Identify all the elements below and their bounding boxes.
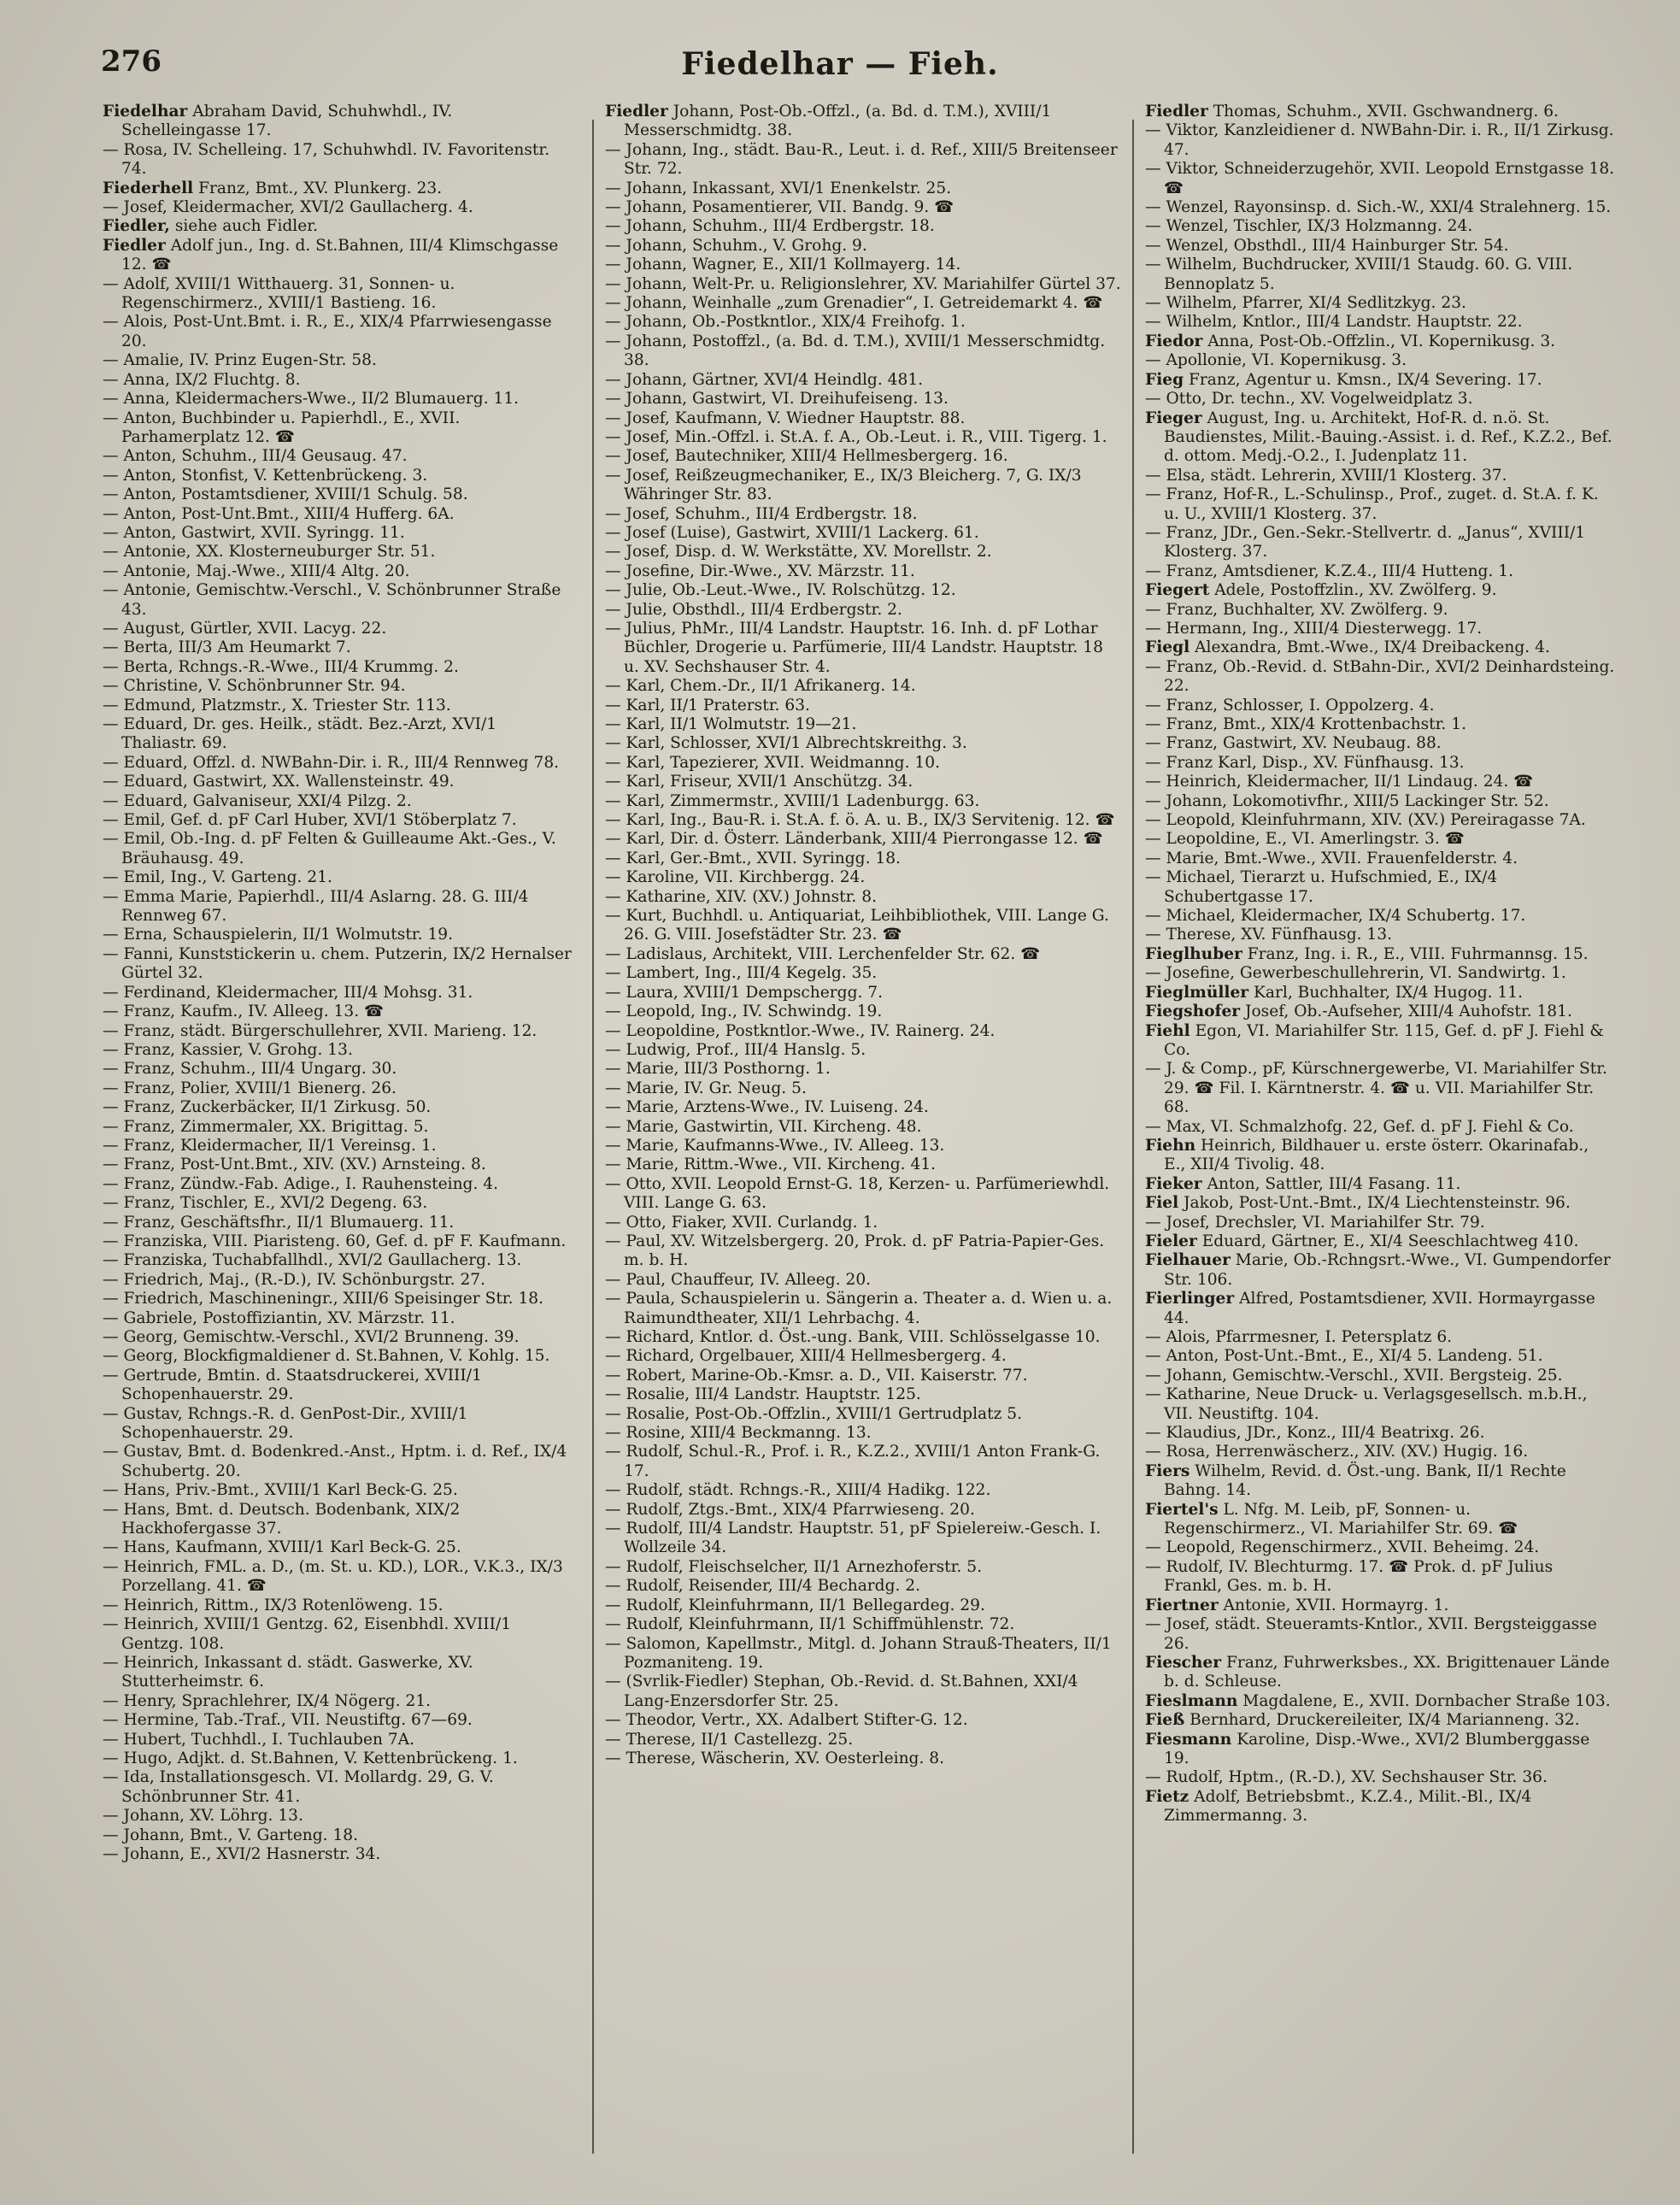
directory-entry: — Johann, Inkassant, XVI/1 Enenkelstr. 25. [605,179,952,197]
directory-entry: — Anna, Kleidermachers-Wwe., II/2 Blumauerg. 11. [103,390,520,409]
directory-entry: — Anton, Buchbinder u. Papierhdl., E., XVII. Parhamerplatz 12. ☎ [103,409,461,446]
directory-entry: Fielhauer Marie, Ob.-Rchngsrt.-Wwe., VI. Gumpendorfer Str. 106. [1145,1251,1611,1289]
directory-entry: — Anton, Post-Unt.-Bmt., E., XI/4 5. Landeng. 51. [1145,1347,1543,1366]
directory-entry: — Johann, Ing., städt. Bau-R., Leut. i. d. Ref., XIII/5 Breitenseer Str. 72. [605,140,1118,179]
directory-entry: — Karl, II/1 Praterstr. 63. [605,696,810,714]
directory-entry: — Josef, Schuhm., III/4 Erdbergstr. 18. [605,504,918,523]
directory-entry: — Ludwig, Prof., III/4 Hanslg. 5. [605,1040,866,1059]
directory-entry: — Klaudius, JDr., Konz., III/4 Beatrixg. 26. [1145,1424,1485,1443]
directory-entry: — Elsa, städt. Lehrerin, XVIII/1 Klosterg. 37. [1145,466,1507,485]
directory-entry: Fiel Jakob, Post-Unt.-Bmt., IX/4 Liechtensteinstr. 96. [1145,1194,1571,1213]
directory-entry: — Johann, Gärtner, XVI/4 Heindlg. 481. [605,370,924,389]
directory-entry: — Fanni, Kunststickerin u. chem. Putzerin, IX/2 Hernalser Gürtel 32. [103,944,572,983]
directory-entry: Fiedler Johann, Post-Ob.-Offzl., (a. Bd. d. T.M.), XVIII/1 Messerschmidtg. 38. [605,103,1052,140]
directory-entry: — Lambert, Ing., III/4 Kegelg. 35. [605,964,878,983]
directory-entry: — Josefine, Gewerbeschullehrerin, VI. Sandwirtg. 1. [1145,964,1566,983]
directory-entry: — Paul, Chauffeur, IV. Alleeg. 20. [605,1270,872,1289]
directory-entry: — Marie, Rittm.-Wwe., VII. Kircheng. 41. [605,1155,937,1174]
directory-entry: — Rudolf, Schul.-R., Prof. i. R., K.Z.2., XVIII/1 Anton Frank-G. 17. [605,1443,1101,1480]
directory-entry: — Anton, Stonfist, V. Kettenbrückeng. 3. [103,466,428,485]
directory-entry: — Friedrich, Maschineningr., XIII/6 Speisinger Str. 18. [103,1290,544,1308]
directory-entry: — Karl, Ger.-Bmt., XVII. Syringg. 18. [605,849,901,867]
directory-entry: — Antonie, XX. Klosterneuburger Str. 51. [103,543,436,562]
directory-entry: — Karl, Friseur, XVII/1 Anschützg. 34. [605,773,913,791]
directory-entry: Fiehl Egon, VI. Mariahilfer Str. 115, Gef. d. pF J. Fiehl & Co. [1145,1021,1604,1059]
directory-entry: — Max, VI. Schmalzhofg. 22, Gef. d. pF J. Fiehl & Co. [1145,1117,1574,1136]
directory-entry: — Leopold, Ing., IV. Schwindg. 19. [605,1003,883,1021]
directory-entry: — Julius, PhMr., III/4 Landstr. Hauptstr. 16. Inh. d. pF Lothar Büchler, Drogerie u. Parfümerie, III/4 Landstr. Hauptstr. 18 u. XV. Sechshauser Str. 4. [605,619,1103,676]
directory-entry: — Theodor, Vertr., XX. Adalbert Stifter-G. 12. [605,1711,968,1730]
directory-entry: — Franz, JDr., Gen.-Sekr.-Stellvertr. d. „Janus“, XVIII/1 Klosterg. 37. [1145,523,1586,562]
directory-entry: Fiedler Thomas, Schuhm., XVII. Gschwandnerg. 6. [1145,103,1559,121]
directory-entry: — Karl, II/1 Wolmutstr. 19—21. [605,715,857,733]
directory-entry: — Franz Karl, Disp., XV. Fünfhausg. 13. [1145,753,1465,772]
directory-entry: — Apollonie, VI. Kopernikusg. 3. [1145,351,1407,370]
directory-entry: — Rudolf, städt. Rchngs.-R., XIII/4 Hadikg. 122. [605,1481,991,1500]
directory-entry: — Richard, Kntlor. d. Öst.-ung. Bank, VIII. Schlösselgasse 10. [605,1328,1101,1346]
directory-entry: — Leopoldine, E., VI. Amerlingstr. 3. ☎ [1145,830,1465,849]
directory-entry: — Josefine, Dir.-Wwe., XV. Märzstr. 11. [605,562,915,580]
directory-entry: — Emma Marie, Papierhdl., III/4 Aslarng. 28. G. III/4 Rennweg 67. [103,887,529,926]
column-divider [1132,120,1134,2154]
directory-entry: — Franz, Hof-R., L.-Schulinsp., Prof., zuget. d. St.A. f. K. u. U., XVIII/1 Klosterg. 37. [1145,485,1599,523]
directory-entry: — Erna, Schauspielerin, II/1 Wolmutstr. 19. [103,926,454,944]
directory-entry: — Otto, XVII. Leopold Ernst-G. 18, Kerzen- u. Parfümeriewhdl. VIII. Lange G. 63. [605,1174,1110,1213]
directory-entry: — Franz, Zuckerbäcker, II/1 Zirkusg. 50. [103,1098,432,1117]
directory-entry: Fiedler, siehe auch Fidler. [103,217,319,236]
directory-entry: — Rosa, IV. Schelleing. 17, Schuhwhdl. IV. Favoritenstr. 74. [103,140,550,179]
directory-entry: Fiertel's L. Nfg. M. Leib, pF, Sonnen- u. Regenschirmerz., VI. Mariahilfer Str. 69. ☎ [1145,1500,1518,1538]
directory-entry: — Viktor, Schneiderzugehör, XVII. Leopold Ernstgasse 18. ☎ [1145,160,1615,197]
directory-entry: — Laura, XVIII/1 Dempschergg. 7. [605,983,884,1002]
directory-entry: — Josef, Reißzeugmechaniker, E., IX/3 Bleicherg. 7, G. IX/3 Währinger Str. 83. [605,466,1082,504]
directory-entry: — Leopoldine, Postkntlor.-Wwe., IV. Rainerg. 24. [605,1021,996,1040]
directory-entry: — Karoline, VII. Kirchbergg. 24. [605,868,866,887]
directory-entry: — Hermine, Tab.-Traf., VII. Neustiftg. 67—69. [103,1711,473,1730]
directory-entry: — Wenzel, Tischler, IX/3 Holzmanng. 24. [1145,217,1473,236]
directory-entry: — Franz, Gastwirt, XV. Neubaug. 88. [1145,734,1442,753]
directory-entry: Fieg Franz, Agentur u. Kmsn., IX/4 Severing. 17. [1145,370,1542,389]
directory-entry: — Gustav, Bmt. d. Bodenkred.-Anst., Hptm. i. d. Ref., IX/4 Schubertg. 20. [103,1443,567,1480]
directory-entry: — Wenzel, Obsthdl., III/4 Hainburger Str. 54. [1145,236,1509,255]
directory-entry: — Karl, Chem.-Dr., II/1 Afrikanerg. 14. [605,677,916,696]
directory-entry: — Josef, Kaufmann, V. Wiedner Hauptstr. 88. [605,409,966,427]
directory-entry: Fieglmüller Karl, Buchhalter, IX/4 Hugog. 11. [1145,983,1523,1002]
directory-entry: — Karl, Ing., Bau-R. i. St.A. f. ö. A. u. B., IX/3 Servitenig. 12. ☎ [605,811,1115,830]
directory-entry: — Wenzel, Rayonsinsp. d. Sich.-W., XXI/4 Stralehnerg. 15. [1145,198,1612,217]
directory-entry: — Therese, Wäscherin, XV. Oesterleing. 8. [605,1749,945,1767]
directory-entry: — Richard, Orgelbauer, XIII/4 Hellmesbergerg. 4. [605,1347,1007,1366]
column-3 [1145,103,1615,2179]
directory-entry: — Franz, Geschäftsfhr., II/1 Blumauerg. 11. [103,1213,455,1232]
directory-entry: — Franz, städt. Bürgerschullehrer, XVII. Marieng. 12. [103,1021,537,1040]
directory-entry: — Therese, II/1 Castellezg. 25. [605,1730,854,1749]
directory-entry: — Franz, Schuhm., III/4 Ungarg. 30. [103,1060,397,1079]
directory-entry: — Edmund, Platzmstr., X. Triester Str. 113. [103,696,451,714]
directory-entry: — Franz, Post-Unt.Bmt., XIV. (XV.) Arnsteing. 8. [103,1155,486,1174]
directory-entry: — Anna, IX/2 Fluchtg. 8. [103,370,301,389]
directory-entry: — Wilhelm, Buchdrucker, XVIII/1 Staudg. 60. G. VIII. Bennoplatz 5. [1145,256,1573,293]
directory-entry: Fiertner Antonie, XVII. Hormayrg. 1. [1145,1596,1449,1614]
directory-entry: — Rudolf, Kleinfuhrmann, II/1 Bellegardeg. 29. [605,1596,985,1614]
directory-entry: — Salomon, Kapellmstr., Mitgl. d. Johann Strauß-Theaters, II/1 Pozmaniteng. 19. [605,1634,1112,1672]
directory-entry: Fieger August, Ing. u. Architekt, Hof-R. d. n.ö. St. Baudienstes, Milit.-Bauing.-Assist. i. d. Ref., K.Z.2., Bef. d. ottom. Medj.-O.2., I. Judenplatz 11. [1145,409,1612,466]
directory-entry: — Eduard, Galvaniseur, XXI/4 Pilzg. 2. [103,791,412,810]
directory-entry: — Rudolf, Hptm., (R.-D.), XV. Sechshauser Str. 36. [1145,1768,1548,1787]
directory-entry: — Anton, Schuhm., III/4 Geusaug. 47. [103,447,408,466]
directory-entry: — Viktor, Kanzleidiener d. NWBahn-Dir. i. R., II/1 Zirkusg. 47. [1145,121,1614,159]
directory-entry: — Hans, Kaufmann, XVIII/1 Karl Beck-G. 25. [103,1538,461,1557]
directory-entry: — Julie, Ob.-Leut.-Wwe., IV. Rolschützg. 12. [605,581,956,600]
directory-entry: Fiehn Heinrich, Bildhauer u. erste österr. Okarinafab., E., XII/4 Tivolig. 48. [1145,1136,1589,1174]
directory-entry: — Georg, Gemischtw.-Verschl., XVI/2 Brunneng. 39. [103,1328,520,1346]
directory-entry: — Julie, Obsthdl., III/4 Erdbergstr. 2. [605,600,902,619]
directory-entry: — Amalie, IV. Prinz Eugen-Str. 58. [103,351,377,370]
column-divider [592,120,594,2154]
directory-entry: — Rosine, XIII/4 Beckmanng. 13. [605,1424,872,1443]
directory-entry: — Johann, Postoffzl., (a. Bd. d. T.M.), XVIII/1 Messerschmidtg. 38. [605,332,1106,370]
directory-entry: — Johann, Posamentierer, VII. Bandg. 9. ☎ [605,198,955,217]
directory-entry: — Ida, Installationsgesch. VI. Mollardg. 29, G. V. Schönbrunner Str. 41. [103,1768,494,1806]
directory-entry: — Alois, Post-Unt.Bmt. i. R., E., XIX/4 Pfarrwiesengasse 20. [103,313,552,350]
directory-entry: — Johann, E., XVI/2 Hasnerstr. 34. [103,1844,381,1863]
directory-entry: — Berta, III/3 Am Heumarkt 7. [103,638,351,657]
directory-entry: — Robert, Marine-Ob.-Kmsr. a. D., VII. Kaiserstr. 77. [605,1366,1028,1385]
directory-entry: — Franz, Kleidermacher, II/1 Vereinsg. 1. [103,1136,437,1155]
directory-entry: — Johann, XV. Löhrg. 13. [103,1807,303,1826]
directory-entry: — Antonie, Gemischtw.-Verschl., V. Schönbrunner Straße 43. [103,581,561,619]
directory-entry: — Rosa, Herrenwäscherz., XIV. (XV.) Hugig. 16. [1145,1443,1529,1461]
directory-entry: — Paula, Schauspielerin u. Sängerin a. Theater a. d. Wien u. a. Raimundtheater, XII/1 Lehrbachg. 4. [605,1290,1113,1327]
directory-entry: Fiesmann Karoline, Disp.-Wwe., XVI/2 Blumberggasse 19. [1145,1730,1590,1767]
directory-entry: — Rudolf, Ztgs.-Bmt., XIX/4 Pfarrwieseng. 20. [605,1500,975,1519]
directory-entry: — Marie, Kaufmanns-Wwe., IV. Alleeg. 13. [605,1136,945,1155]
directory-entry: — Otto, Fiaker, XVII. Curlandg. 1. [605,1213,878,1232]
directory-entry: — Rudolf, Kleinfuhrmann, II/1 Schiffmühlenstr. 72. [605,1615,1015,1634]
directory-entry: Fieker Anton, Sattler, III/4 Fasang. 11. [1145,1174,1461,1193]
directory-entry: — Josef, Disp. d. W. Werkstätte, XV. Morellstr. 2. [605,543,992,562]
running-head: Fiedelhar — Fieh. [681,46,999,82]
directory-entry: — Marie, Bmt.-Wwe., XVII. Frauenfelderstr. 4. [1145,849,1518,867]
column-1 [103,103,577,2179]
directory-entry: — Johann, Gemischtw.-Verschl., XVII. Bergsteig. 25. [1145,1366,1563,1385]
directory-entry: — Johann, Lokomotivfhr., XIII/5 Lackinger Str. 52. [1145,791,1549,810]
directory-entry: — Karl, Dir. d. Österr. Länderbank, XIII/4 Pierrongasse 12. ☎ [605,830,1103,849]
directory-entry: — Marie, IV. Gr. Neug. 5. [605,1079,807,1097]
directory-entry: — Josef, Bautechniker, XIII/4 Hellmesbergerg. 16. [605,447,1008,466]
directory-entry: — Rudolf, Fleischselcher, II/1 Arnezhoferstr. 5. [605,1557,982,1576]
directory-entry: — Michael, Tierarzt u. Hufschmied, E., IX/4 Schubertgasse 17. [1145,868,1498,906]
directory-entry: — Johann, Weinhalle „zum Grenadier“, I. Getreidemarkt 4. ☎ [605,294,1103,313]
directory-entry: — Franz, Kassier, V. Grohg. 13. [103,1040,353,1059]
directory-entry: — Therese, XV. Fünfhausg. 13. [1145,926,1392,944]
directory-entry: Fiederhell Franz, Bmt., XV. Plunkerg. 23. [103,179,443,197]
directory-entry: — Marie, III/3 Posthorng. 1. [605,1060,831,1079]
directory-entry: — Johann, Gastwirt, VI. Dreihufeiseng. 13. [605,390,949,409]
directory-entry: — Ferdinand, Kleidermacher, III/4 Mohsg. 31. [103,983,473,1002]
directory-entry: Fieslmann Magdalene, E., XVII. Dornbacher Straße 103. [1145,1691,1611,1710]
directory-entry: — Hans, Bmt. d. Deutsch. Bodenbank, XIX/2 Hackhofergasse 37. [103,1500,461,1538]
directory-entry: — Johann, Wagner, E., XII/1 Kollmayerg. 14. [605,256,961,274]
directory-entry: Fiescher Franz, Fuhrwerksbes., XX. Brigittenauer Lände b. d. Schleuse. [1145,1653,1610,1691]
directory-entry: — Adolf, XVIII/1 Witthauerg. 31, Sonnen- u. Regenschirmerz., XVIII/1 Bastieng. 16. [103,274,455,313]
directory-entry: — Franz, Amtsdiener, K.Z.4., III/4 Hutteng. 1. [1145,562,1514,580]
directory-entry: — Georg, Blockfigmaldiener d. St.Bahnen, V. Kohlg. 15. [103,1347,550,1366]
directory-entry: — Franz, Polier, XVIII/1 Bienerg. 26. [103,1079,397,1097]
directory-entry: — Paul, XV. Witzelsbergerg. 20, Prok. d. pF Patria-Papier-Ges. m. b. H. [605,1232,1105,1270]
directory-entry: — Otto, Dr. techn., XV. Vogelweidplatz 3. [1145,390,1473,409]
directory-entry: — Leopold, Kleinfuhrmann, XIV. (XV.) Pereiragasse 7A. [1145,811,1586,830]
directory-entry: — Gertrude, Bmtin. d. Staatsdruckerei, XVIII/1 Schopenhauerstr. 29. [103,1366,482,1404]
directory-entry: — Emil, Gef. d. pF Carl Huber, XVI/1 Stöberplatz 7. [103,811,517,830]
directory-entry: — Heinrich, FML. a. D., (m. St. u. KD.), LOR., V.K.3., IX/3 Porzellang. 41. ☎ [103,1557,563,1596]
directory-entry: — Heinrich, XVIII/1 Gentzg. 62, Eisenbhdl. XVIII/1 Gentzg. 108. [103,1615,512,1653]
directory-entry: — Kurt, Buchhdl. u. Antiquariat, Leihbibliothek, VIII. Lange G. 26. G. VIII. Josefstädter Str. 23. ☎ [605,907,1109,944]
directory-entry: — Karl, Zimmermstr., XVIII/1 Ladenburgg. 63. [605,791,980,810]
directory-entry: — Franziska, VIII. Piaristeng. 60, Gef. d. pF F. Kaufmann. [103,1232,567,1250]
directory-entry: Fiegl Alexandra, Bmt.-Wwe., IX/4 Dreibackeng. 4. [1145,638,1550,657]
directory-entry: — Henry, Sprachlehrer, IX/4 Nögerg. 21. [103,1691,432,1710]
directory-entry: — Heinrich, Inkassant d. städt. Gaswerke, XV. Stutterheimstr. 6. [103,1653,473,1691]
directory-entry: — Johann, Bmt., V. Garteng. 18. [103,1826,359,1844]
directory-entry: — Rudolf, IV. Blechturmg. 17. ☎ Prok. d. pF Julius Frankl, Ges. m. b. H. [1145,1557,1554,1596]
directory-entry: — Rosalie, Post-Ob.-Offzlin., XVIII/1 Gertrudplatz 5. [605,1404,1023,1423]
directory-entry: — Wilhelm, Kntlor., III/4 Landstr. Hauptstr. 22. [1145,313,1523,332]
directory-entry: — Josef, Min.-Offzl. i. St.A. f. A., Ob.-Leut. i. R., VIII. Tigerg. 1. [605,427,1107,446]
directory-entry: — Franz, Buchhalter, XV. Zwölferg. 9. [1145,600,1448,619]
directory-entry: — Franziska, Tuchabfallhdl., XVI/2 Gaullacherg. 13. [103,1251,522,1270]
directory-entry: — Wilhelm, Pfarrer, XI/4 Sedlitzkyg. 23. [1145,294,1466,313]
directory-entry: — Franz, Zündw.-Fab. Adige., I. Rauhensteing. 4. [103,1174,499,1193]
directory-entry: — Emil, Ob.-Ing. d. pF Felten & Guilleaume Akt.-Ges., V. Bräuhausg. 49. [103,830,556,867]
directory-entry: Fiedelhar Abraham David, Schuhwhdl., IV. Schelleingasse 17. [103,103,453,140]
directory-entry: — August, Gürtler, XVII. Lacyg. 22. [103,619,387,638]
directory-entry: — Franz, Bmt., XIX/4 Krottenbachstr. 1. [1145,715,1466,733]
directory-entry: — Michael, Kleidermacher, IX/4 Schubertg. 17. [1145,907,1526,926]
directory-entry: — Josef, Drechsler, VI. Mariahilfer Str. 79. [1145,1213,1485,1232]
directory-entry: — Antonie, Maj.-Wwe., XIII/4 Altg. 20. [103,562,410,580]
directory-entry: — Berta, Rchngs.-R.-Wwe., III/4 Krummg. 2. [103,657,459,676]
directory-entry: — Alois, Pfarrmesner, I. Petersplatz 6. [1145,1328,1453,1346]
directory-entry: — Katharine, Neue Druck- u. Verlagsgesellsch. m.b.H., VII. Neustiftg. 104. [1145,1385,1588,1423]
directory-entry: — Rudolf, Reisender, III/4 Bechardg. 2. [605,1577,921,1596]
directory-entry: — Franz, Zimmermaler, XX. Brigittag. 5. [103,1117,429,1136]
directory-entry: — Anton, Gastwirt, XVII. Syringg. 11. [103,523,405,542]
directory-entry: — Heinrich, Kleidermacher, II/1 Lindaug. 24. ☎ [1145,773,1534,791]
directory-entry: — Franz, Ob.-Revid. d. StBahn-Dir., XVI/2 Deinhardsteing. 22. [1145,657,1615,696]
directory-entry: — Ladislaus, Architekt, VIII. Lerchenfelder Str. 62. ☎ [605,944,1041,963]
column-2 [605,103,1122,2179]
directory-entry: — Josef (Luise), Gastwirt, XVIII/1 Lackerg. 61. [605,523,979,542]
directory-entry: — Karl, Schlosser, XVI/1 Albrechtskreithg. 3. [605,734,967,753]
directory-entry: — Johann, Ob.-Postkntlor., XIX/4 Freihofg. 1. [605,313,966,332]
directory-entry: — Rudolf, III/4 Landstr. Hauptstr. 51, pF Spielereiw.-Gesch. I. Wollzeile 34. [605,1520,1101,1557]
directory-entry: — Rosalie, III/4 Landstr. Hauptstr. 125. [605,1385,921,1404]
directory-entry: — Karl, Tapezierer, XVII. Weidmanng. 10. [605,753,940,772]
directory-entry: Fiedor Anna, Post-Ob.-Offzlin., VI. Kopernikusg. 3. [1145,332,1556,350]
page-number: 276 [101,44,162,79]
directory-entry: — Gabriele, Postoffiziantin, XV. Märzstr. 11. [103,1308,455,1327]
directory-entry: Fierlinger Alfred, Postamtsdiener, XVII. Hormayrgasse 44. [1145,1290,1595,1327]
directory-entry: Fieß Bernhard, Druckereileiter, IX/4 Marianneng. 32. [1145,1711,1580,1730]
directory-entry: Fiegert Adele, Postoffzlin., XV. Zwölferg. 9. [1145,581,1497,600]
directory-entry: — Friedrich, Maj., (R.-D.), IV. Schönburgstr. 27. [103,1270,486,1289]
directory-entry: Fiedler Adolf jun., Ing. d. St.Bahnen, III/4 Klimschgasse 12. ☎ [103,236,559,274]
directory-entry: — Anton, Post-Unt.Bmt., XIII/4 Hufferg. 6A. [103,504,455,523]
directory-entry: — Hugo, Adjkt. d. St.Bahnen, V. Kettenbrückeng. 1. [103,1749,518,1767]
directory-entry: — Franz, Kaufm., IV. Alleeg. 13. ☎ [103,1003,385,1021]
directory-entry: — Katharine, XIV. (XV.) Johnstr. 8. [605,887,877,906]
directory-entry: — Hermann, Ing., XIII/4 Diesterwegg. 17. [1145,619,1483,638]
directory-entry: — Franz, Schlosser, I. Oppolzerg. 4. [1145,696,1435,714]
directory-entry: — Anton, Postamtsdiener, XVIII/1 Schulg. 58. [103,485,468,504]
directory-entry: — Marie, Gastwirtin, VII. Kircheng. 48. [605,1117,922,1136]
directory-entry: — Franz, Tischler, E., XVI/2 Degeng. 63. [103,1194,428,1213]
directory-entry: — Eduard, Dr. ges. Heilk., städt. Bez.-Arzt, XVI/1 Thaliastr. 69. [103,715,497,753]
directory-entry: Fietz Adolf, Betriebsbmt., K.Z.4., Milit.-Bl., IX/4 Zimmermanng. 3. [1145,1787,1532,1826]
directory-entry: — J. & Comp., pF, Kürschnergewerbe, VI. Mariahilfer Str. 29. ☎ Fil. I. Kärntnerstr. 4. ☎ u. VII. Mariahilfer Str. 68. [1145,1060,1607,1117]
directory-entry: — Marie, Arztens-Wwe., IV. Luiseng. 24. [605,1098,929,1117]
directory-entry: — Eduard, Gastwirt, XX. Wallensteinstr. 49. [103,773,455,791]
directory-entry: — Christine, V. Schönbrunner Str. 94. [103,677,406,696]
directory-entry: — Johann, Welt-Pr. u. Religionslehrer, XV. Mariahilfer Gürtel 37. [605,274,1121,293]
directory-entry: — Emil, Ing., V. Garteng. 21. [103,868,332,887]
directory-entry: — Hubert, Tuchhdl., I. Tuchlauben 7A. [103,1730,415,1749]
directory-entry: — Josef, städt. Steueramts-Kntlor., XVII. Bergsteiggasse 26. [1145,1615,1597,1653]
directory-entry: — Josef, Kleidermacher, XVI/2 Gaullacherg. 4. [103,198,473,217]
directory-entry: Fieglhuber Franz, Ing. i. R., E., VIII. Fuhrmannsg. 15. [1145,944,1589,963]
directory-entry: — (Svrlik-Fiedler) Stephan, Ob.-Revid. d. St.Bahnen, XXI/4 Lang-Enzersdorfer Str. 25. [605,1673,1078,1710]
directory-entry: Fiers Wilhelm, Revid. d. Öst.-ung. Bank, II/1 Rechte Bahng. 14. [1145,1461,1566,1500]
directory-entry: — Leopold, Regenschirmerz., XVII. Beheimg. 24. [1145,1538,1540,1557]
directory-entry: — Johann, Schuhm., V. Grohg. 9. [605,236,867,255]
directory-entry: — Heinrich, Rittm., IX/3 Rotenlöweng. 15. [103,1596,443,1614]
page-header [0,44,1680,96]
directory-entry: — Johann, Schuhm., III/4 Erdbergstr. 18. [605,217,935,236]
directory-entry: — Gustav, Rchngs.-R. d. GenPost-Dir., XVIII/1 Schopenhauerstr. 29. [103,1404,468,1443]
directory-entry: Fieler Eduard, Gärtner, E., XI/4 Seeschlachtweg 410. [1145,1232,1579,1250]
directory-entry: Fiegshofer Josef, Ob.-Aufseher, XIII/4 Auhofstr. 181. [1145,1003,1572,1021]
directory-entry: — Hans, Priv.-Bmt., XVIII/1 Karl Beck-G. 25. [103,1481,458,1500]
directory-entry: — Eduard, Offzl. d. NWBahn-Dir. i. R., III/4 Rennweg 78. [103,753,560,772]
